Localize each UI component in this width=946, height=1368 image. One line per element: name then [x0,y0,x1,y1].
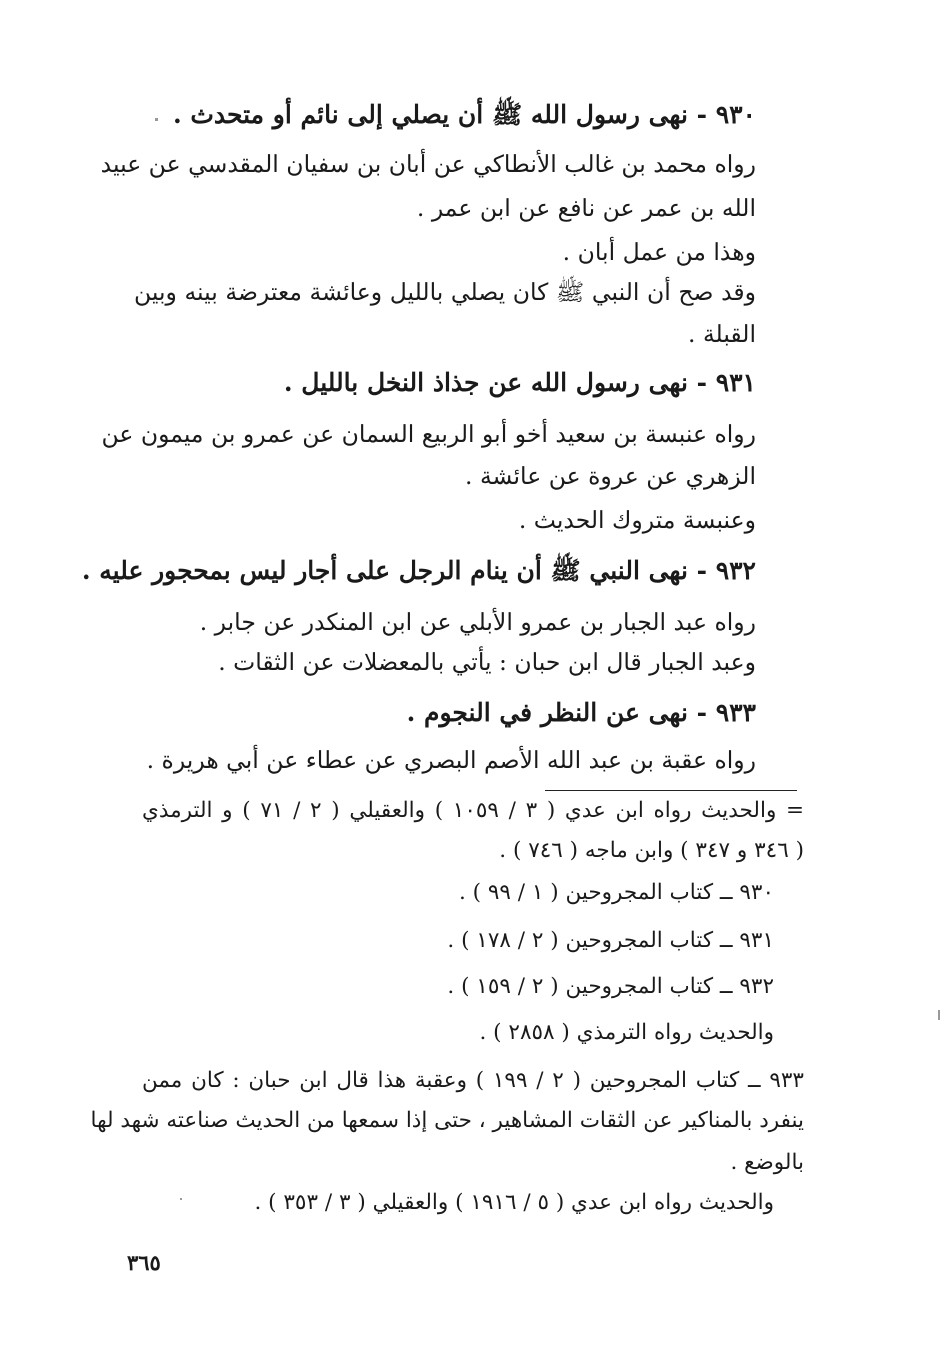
footnote-930: ٩٣٠ ــ كتاب المجروحين ( ١ / ٩٩ ) . [458,880,774,905]
entry-933-line-1: رواه عقبة بن عبد الله الأصم البصري عن عطاء عن أبي هريرة . [146,746,756,774]
entry-931-line-3: وعنبسة متروك الحديث . [518,506,756,534]
footnote-933-line-4: والحديث رواه ابن عدي ( ٥ / ١٩١٦ ) والعقيلي ( ٣ / ٣٥٣ ) . [254,1190,774,1215]
entry-933-heading: ٩٣٣ - نهى عن النظر في النجوم . [406,698,756,727]
entry-930-line-1: رواه محمد بن غالب الأنطاكي عن أبان بن سفيان المقدسي عن عبيد [100,150,756,178]
footnote-933-line-1: ٩٣٣ ــ كتاب المجروحين ( ٢ / ١٩٩ ) وعقبة هذا قال ابن حبان : كان ممن [142,1068,804,1093]
entry-932-line-2: وعبد الجبار قال ابن حبان : يأتي بالمعضلات عن الثقات . [218,648,756,676]
entry-932-line-1: رواه عبد الجبار بن عمرو الأبلي عن ابن المنكدر عن جابر . [199,608,756,636]
entry-930-line-3: وهذا من عمل أبان . [562,238,756,266]
entry-930-line-5: القبلة . [688,320,756,348]
footnote-separator [545,790,797,791]
scan-speck [180,1198,182,1200]
scan-speck [938,1010,940,1020]
entry-930-line-2: الله بن عمر عن نافع عن ابن عمر . [416,194,756,222]
footnote-line-2: ( ٣٤٦ و ٣٤٧ ) وابن ماجه ( ٧٤٦ ) . [499,838,804,863]
footnote-932: ٩٣٢ ــ كتاب المجروحين ( ٢ / ١٥٩ ) . [447,974,774,999]
entry-930-line-4: وقد صح أن النبي ﷺ كان يصلي بالليل وعائشة معترضة بينه وبين [134,278,756,306]
footnote-933-line-3: بالوضع . [730,1150,804,1175]
footnote-932-extra: والحديث رواه الترمذي ( ٢٨٥٨ ) . [479,1020,774,1045]
entry-932-heading: ٩٣٢ - نهى النبي ﷺ أن ينام الرجل على أجار ليس بمحجور عليه . [81,556,756,585]
entry-931-line-1: رواه عنبسة بن سعيد أخو أبو الربيع السمان عن عمرو بن ميمون عن [101,420,756,448]
footnote-933-line-2: ينفرد بالمناكير عن الثقات المشاهير ، حتى إذا سمعها من الحديث صناعته شهد لها [90,1108,804,1133]
footnote-931: ٩٣١ ــ كتاب المجروحين ( ٢ / ١٧٨ ) . [447,928,774,953]
entry-931-heading: ٩٣١ - نهى رسول الله عن جذاذ النخل بالليل . [283,368,756,397]
scan-speck [155,118,158,121]
page-number: ٣٦٥ [127,1250,161,1275]
entry-930-heading: ٩٣٠ - نهى رسول الله ﷺ أن يصلي إلى نائم أو متحدث . [172,100,756,129]
footnote-line-1: = والحديث رواه ابن عدي ( ٣ / ١٠٥٩ ) والعقيلي ( ٢ / ٧١ ) و الترمذي [142,798,805,823]
entry-931-line-2: الزهري عن عروة عن عائشة . [465,462,756,490]
